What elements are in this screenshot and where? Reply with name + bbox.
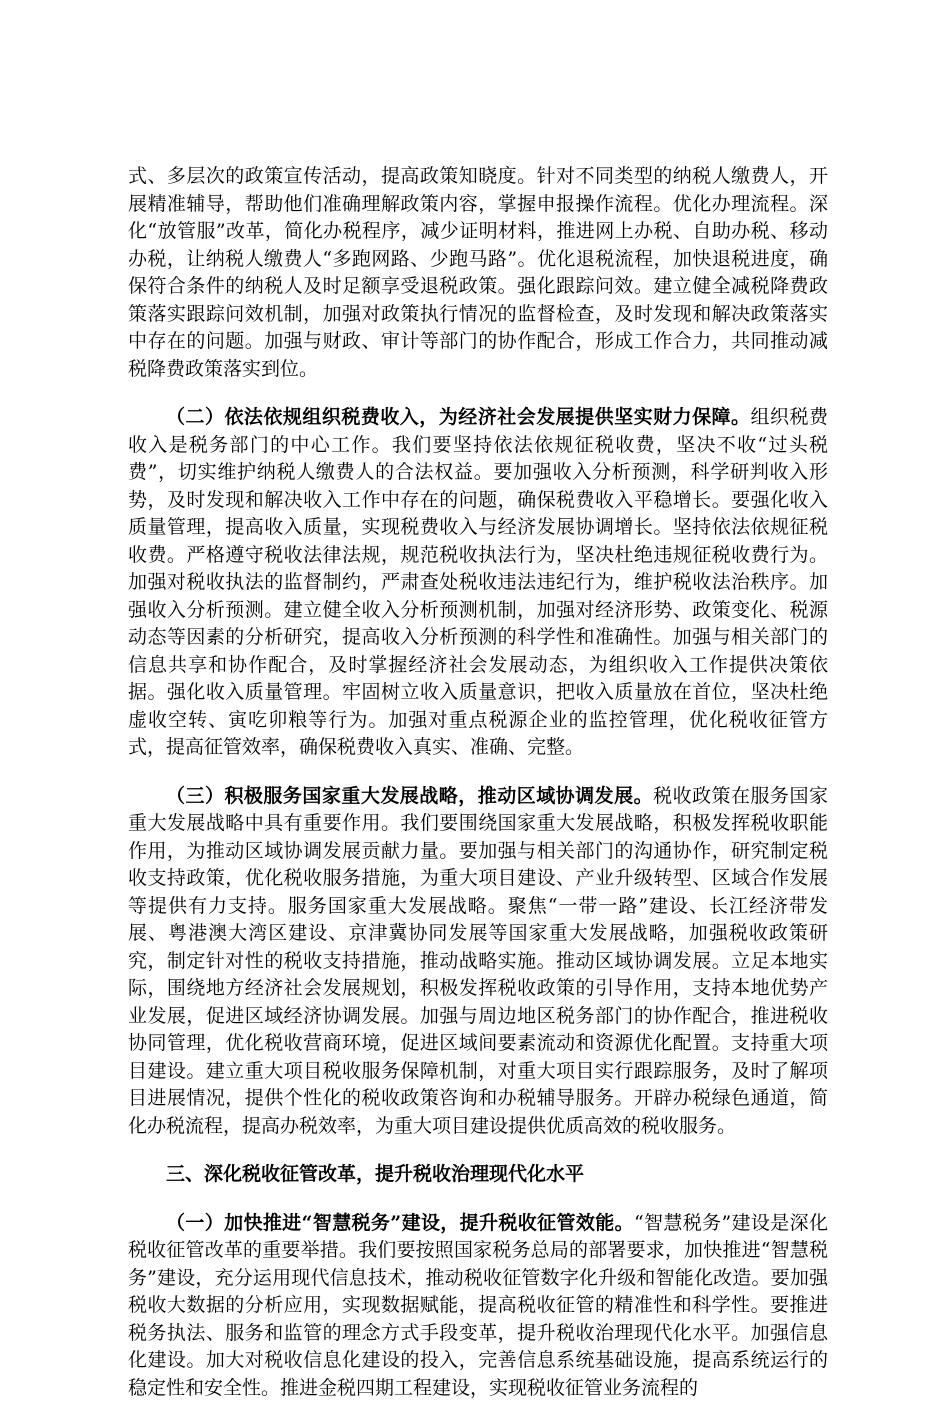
paragraph-heading: （二）依法依规组织税费收入，为经济社会发展提供坚实财力保障。 (166, 406, 751, 428)
paragraph-national-strategy (128, 783, 828, 1141)
document-body (128, 163, 828, 1423)
paragraph-text: 税收政策在服务国家重大发展战略中具有重要作用。我们要围绕国家重大发展战略，积极发挥税收职能作用，为推动区域协调发展贡献力量。要加强与相关部门的沟通协作，研究制定税收支持政策，优化税收服务措施，为重大项目建设、产业升级转型、区域合作发展等提供有力支持。服务国家重大发展战略。聚焦“一带一路”建设、长江经济带发展、粤港澳大湾区建设、京津冀协同发展等国家重大发展战略，加强税收政策研究，制定针对性的税收支持措施，推动战略实施。推动区域协调发展。立足本地实际，围绕地方经济社会发展规划，积极发挥税收政策的引导作用，支持本地优势产业发展，促进区域经济协调发展。加强与周边地区税务部门的协作配合，推进税收协同管理，优化税收营商环境，促进区域间要素流动和资源优化配置。支持重大项目建设。建立重大项目税收服务保障机制，对重大项目实行跟踪服务，及时了解项目进展情况，提供个性化的税收政策咨询和办税辅导服务。开辟办税绿色通道，简化办税流程，提高办税效率，为重大项目建设提供优质高效的税收服务。 (128, 784, 828, 1137)
paragraph-heading: （一）加快推进“智慧税务”建设，提升税收征管效能。 (166, 1211, 634, 1234)
paragraph-heading: （三）积极服务国家重大发展战略，推动区域协调发展。 (166, 784, 654, 807)
paragraph-policy-implementation (128, 163, 828, 383)
paragraph-tax-revenue (128, 404, 828, 762)
section-title: 三、深化税收征管改革，提升税收治理现代化水平 (166, 1163, 585, 1185)
paragraph-text: 组织税费收入是税务部门的中心工作。我们要坚持依法依规征税收费，坚决不收“过头税费”，切实维护纳税人缴费人的合法权益。要加强收入分析预测，科学研判收入形势，及时发现和解决收入工作中存在的问题，确保税费收入平稳增长。要强化收入质量管理，提高收入质量，实现税费收入与经济发展协调增长。坚持依法依规征税收费。严格遵守税收法律法规，规范税收执法行为，坚决杜绝违规征税收费行为。加强对税收执法的监督制约，严肃查处税收违法违纪行为，维护税收法治秩序。加强收入分析预测。建立健全收入分析预测机制，加强对经济形势、政策变化、税源动态等因素的分析研究，提高收入分析预测的科学性和准确性。加强与相关部门的信息共享和协作配合，及时掌握经济社会发展动态，为组织收入工作提供决策依据。强化收入质量管理。牢固树立收入质量意识，把收入质量放在首位，坚决杜绝虚收空转、寅吃卯粮等行为。加强对重点税源企业的监控管理，优化税收征管方式，提高征管效率，确保税费收入真实、准确、完整。 (128, 406, 828, 758)
paragraph-text: “智慧税务”建设是深化税收征管改革的重要举措。我们要按照国家税务总局的部署要求，加快推进“智慧税务”建设，充分运用现代信息技术，推动税收征管数字化升级和智能化改造。要加强税收大数据的分析应用，实现数据赋能，提高税收征管的精准性和科学性。要推进税务执法、服务和监管的理念方式手段变革，提升税收治理现代化水平。加强信息化建设。加大对税收信息化建设的投入，完善信息系统基础设施，提高系统运行的稳定性和安全性。推进金税四期工程建设，实现税收征管业务流程的 (128, 1211, 828, 1399)
paragraph-smart-tax (128, 1210, 828, 1403)
paragraph-text: 式、多层次的政策宣传活动，提高政策知晓度。针对不同类型的纳税人缴费人，开展精准辅导，帮助他们准确理解政策内容，掌握申报操作流程。优化办理流程。深化“放管服”改革，简化办税程序，减少证明材料，推进网上办税、自助办税、移动办税，让纳税人缴费人“多跑网路、少跑马路”。优化退税流程，加快退税进度，确保符合条件的纳税人及时足额享受退税政策。强化跟踪问效。建立健全减税降费政策落实跟踪问效机制，加强对政策执行情况的监督检查，及时发现和解决政策落实中存在的问题。加强与财政、审计等部门的协作配合，形成工作合力，共同推动减税降费政策落实到位。 (128, 165, 828, 380)
